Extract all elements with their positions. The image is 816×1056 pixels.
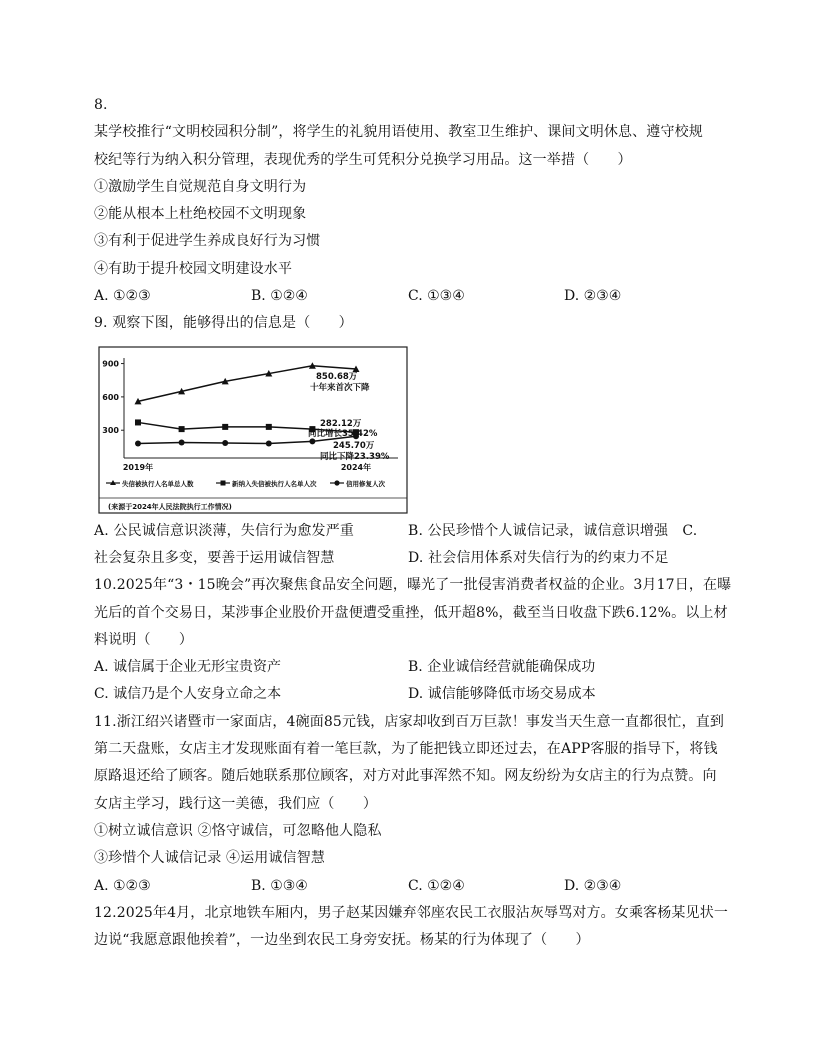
question-8-item-3: ③有利于促进学生养成良好行为习惯 bbox=[94, 233, 321, 250]
series-3-point bbox=[179, 439, 185, 445]
question-12-stem-line1: 12.2025年4月，北京地铁车厢内，男子赵某因嫌弃邻座农民工衣服沾灰辱骂对方。女乘客杨某见状一 bbox=[94, 904, 728, 921]
question-9-options-line2 bbox=[94, 545, 724, 572]
question-10-option-b[interactable]: B. 企业诚信经营就能确保成功 bbox=[408, 659, 596, 676]
y-tick-label: 900 bbox=[102, 359, 119, 369]
legend-label-1: 失信被执行人名单总人数 bbox=[122, 479, 194, 488]
annotation-repair-note: 同比下降23.39% bbox=[320, 451, 390, 462]
exam-page bbox=[94, 92, 732, 954]
legend-marker-3 bbox=[334, 480, 339, 485]
legend-label-3: 信用修复人次 bbox=[346, 479, 385, 488]
question-11-stem-line1: 11.浙江绍兴诸暨市一家面店，4碗面85元钱，店家却收到百万巨款！事发当天生意一直都很忙，直到 bbox=[94, 713, 725, 730]
question-11-items-1: ①树立诚信意识 ②恪守诚信，可忽略他人隐私 bbox=[94, 822, 382, 839]
question-9-options-line1 bbox=[94, 518, 724, 545]
question-8-item-2: ②能从根本上杜绝校园不文明现象 bbox=[94, 206, 307, 223]
series-3-point bbox=[222, 440, 228, 446]
question-8-option-a[interactable]: A. ①②③ bbox=[94, 288, 151, 305]
question-8-option-c[interactable]: C. ①③④ bbox=[408, 288, 465, 305]
question-11-options bbox=[94, 873, 724, 900]
question-10-options-row2 bbox=[94, 681, 724, 708]
question-8-option-d[interactable]: D. ②③④ bbox=[564, 288, 622, 305]
question-10-stem-line1: 10.2025年“3・15晚会”再次聚焦食品安全问题，曝光了一批侵害消费者权益的企业。3月17日，在曝 bbox=[94, 577, 732, 594]
question-10-options-row1 bbox=[94, 654, 724, 681]
question-8-options bbox=[94, 283, 724, 310]
question-11-option-d[interactable]: D. ②③④ bbox=[564, 877, 622, 894]
series-3-point bbox=[309, 438, 315, 444]
question-11-items-2: ③珍惜个人诚信记录 ④运用诚信智慧 bbox=[94, 850, 325, 867]
y-tick-label: 300 bbox=[102, 425, 119, 435]
series-2-point bbox=[179, 426, 185, 432]
question-10-option-a[interactable]: A. 诚信属于企业无形宝贵资产 bbox=[94, 659, 282, 676]
question-11-option-b[interactable]: B. ①③④ bbox=[251, 877, 308, 894]
question-9-option-a[interactable]: A. 公民诚信意识淡薄，失信行为愈发严重 bbox=[94, 522, 355, 539]
annotation-total-value: 850.68万 bbox=[316, 371, 358, 382]
question-8-stem-line2: 校纪等行为纳入积分管理，表现优秀的学生可凭积分兑换学习用品。这一举措（ ） bbox=[94, 151, 632, 168]
question-8-option-b[interactable]: B. ①②④ bbox=[251, 288, 308, 305]
question-8-number: 8. bbox=[94, 97, 108, 113]
legend-marker-2 bbox=[221, 480, 226, 485]
question-9-chart bbox=[98, 346, 408, 514]
series-3-point bbox=[266, 440, 272, 446]
question-11-option-c[interactable]: C. ①②④ bbox=[408, 877, 465, 894]
annotation-new-value: 282.12万 bbox=[320, 418, 362, 429]
question-10-option-c[interactable]: C. 诚信乃是个人安身立命之本 bbox=[94, 686, 282, 703]
question-8-item-4: ④有助于提升校园文明建设水平 bbox=[94, 260, 293, 277]
legend-label-2: 新纳入失信被执行人名单人次 bbox=[232, 479, 317, 488]
series-2-point bbox=[222, 424, 228, 430]
x-tick-label-end: 2024年 bbox=[340, 462, 372, 472]
question-11-option-a[interactable]: A. ①②③ bbox=[94, 877, 151, 894]
chart-source: (来源于2024年人民法院执行工作情况) bbox=[108, 502, 232, 511]
series-3-point bbox=[135, 440, 141, 446]
question-9-option-c-text[interactable]: 社会复杂且多变，要善于运用诚信智慧 bbox=[94, 549, 335, 566]
question-9-option-b-c[interactable]: B. 公民珍惜个人诚信记录，诚信意识增强 C. bbox=[408, 522, 698, 539]
annotation-new-note: 同比增长35.42% bbox=[308, 428, 378, 439]
question-10-stem-line2: 光后的首个交易日，某涉事企业股价开盘便遭受重挫，低开超8%，截至当日收盘下跌6.12%。以上材 bbox=[94, 604, 728, 621]
series-2-point bbox=[266, 424, 272, 430]
annotation-repair-value: 245.70万 bbox=[333, 440, 375, 451]
annotation-total-note: 十年来首次下降 bbox=[310, 382, 370, 393]
question-10-option-d[interactable]: D. 诚信能够降低市场交易成本 bbox=[408, 686, 596, 703]
question-11-stem-line3: 原路退还给了顾客。随后她联系那位顾客，对方对此事浑然不知。网友纷纷为女店主的行为点赞。向 bbox=[94, 768, 717, 785]
question-8-item-1: ①激励学生自觉规范自身文明行为 bbox=[94, 178, 307, 195]
question-10-stem-line3: 料说明（ ） bbox=[94, 631, 194, 648]
series-2-point bbox=[135, 419, 141, 425]
question-11-stem-line4: 女店主学习，践行这一美德，我们应（ ） bbox=[94, 795, 377, 812]
question-9-stem: 9. 观察下图，能够得出的信息是（ ） bbox=[94, 315, 353, 332]
question-9-option-d[interactable]: D. 社会信用体系对失信行为的约束力不足 bbox=[408, 549, 669, 566]
question-12-stem-line2: 边说“我愿意跟他挨着”，一边坐到农民工身旁安抚。杨某的行为体现了（ ） bbox=[94, 932, 590, 949]
question-8-stem-line1: 某学校推行“文明校园积分制”，将学生的礼貌用语使用、教室卫生维护、课间文明休息、遵守校规 bbox=[94, 124, 703, 141]
y-tick-label: 600 bbox=[102, 392, 119, 402]
chart-svg bbox=[98, 346, 408, 514]
question-11-stem-line2: 第二天盘账，女店主才发现账面有着一笔巨款，为了能把钱立即还过去，在APP客服的指导下，将钱 bbox=[94, 741, 718, 758]
x-tick-label-start: 2019年 bbox=[122, 462, 154, 472]
